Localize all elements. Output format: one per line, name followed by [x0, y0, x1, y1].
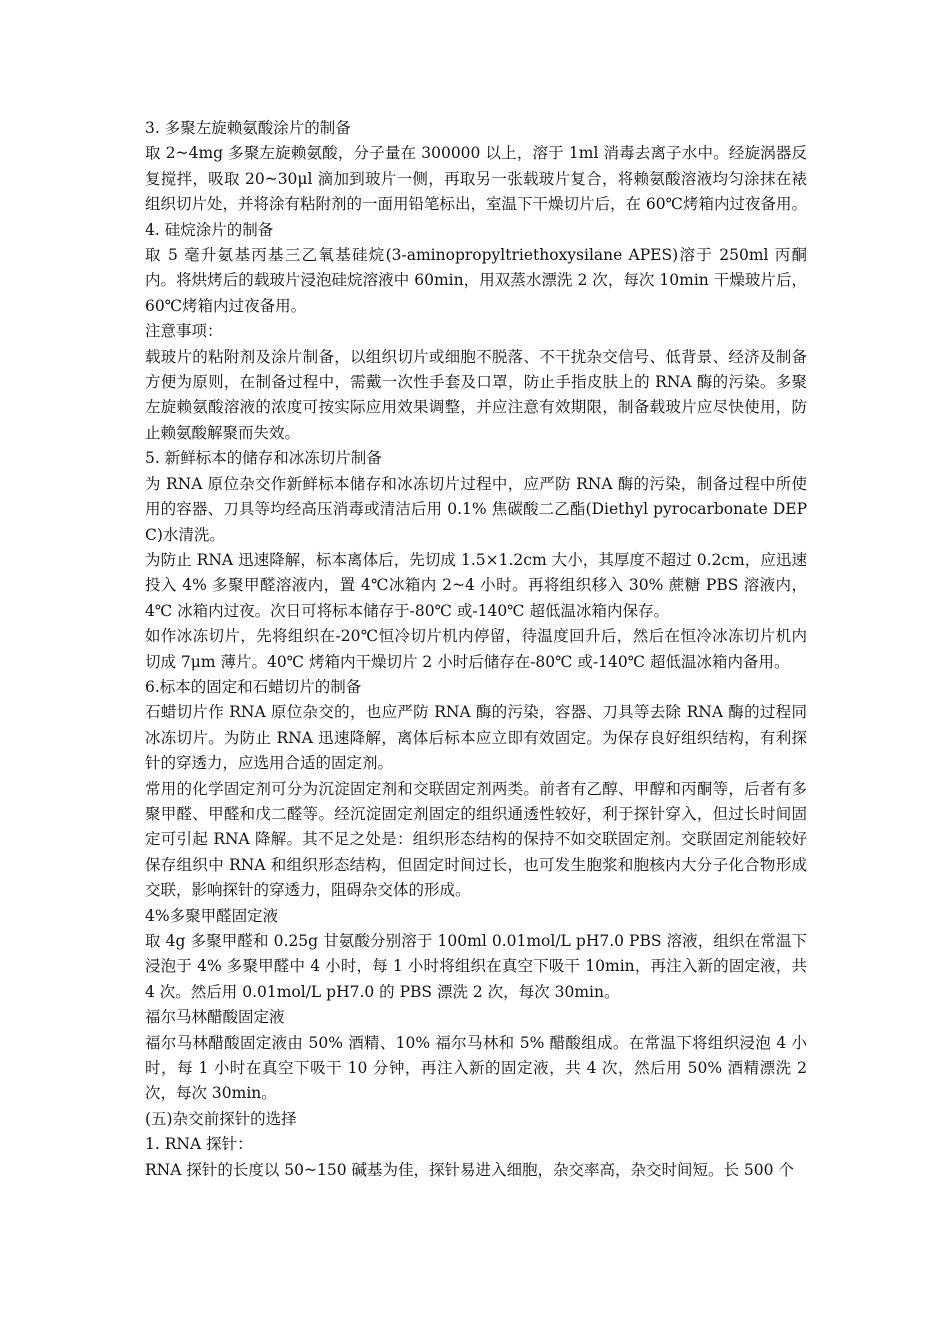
paragraph: 为 RNA 原位杂交作新鲜标本储存和冰冻切片过程中，应严防 RNA 酶的污染，制备过程中所使用的容器、刀具等均经高压消毒或清洁后用 0.1% 焦碳酸二乙酯(Diethyl pyrocarbonate DEPC)水清洗。: [145, 474, 807, 544]
subsection-heading: 1. RNA 探针：: [145, 1135, 253, 1154]
subsection-heading: 福尔马林醋酸固定液: [145, 1008, 285, 1027]
section-heading: 4. 硅烷涂片的制备: [145, 220, 274, 239]
document-body: [145, 116, 807, 1183]
section-heading: 5. 新鲜标本的储存和冰冻切片制备: [145, 449, 382, 468]
paragraph: 取 5 毫升氨基丙基三乙氧基硅烷(3-aminopropyltriethoxysilane APES)溶于 250ml 丙酮内。将烘烤后的载玻片浸泡硅烷溶液中 60min，用双蒸水漂洗 2 次，每次 10min 干燥玻片后，60℃烤箱内过夜备用。: [145, 246, 807, 315]
paragraph: 取 4g 多聚甲醛和 0.25g 甘氨酸分别溶于 100ml 0.01mol/L pH7.0 PBS 溶液，组织在常温下浸泡于 4% 多聚甲醛中 4 小时，每 1 小时将组织在真空下吸干 10min，再注入新的固定液，共 4 次。然后用 0.01mol/L pH7.0 的 PBS 漂洗 2 次，每次 30min。: [145, 932, 807, 1001]
paragraph: 石蜡切片作 RNA 原位杂交的，也应严防 RNA 酶的污染，容器、刀具等去除 RNA 酶的过程同冰冻切片。为防止 RNA 迅速降解，离体后标本应立即有效固定。为保存良好组织结构，有利探针的穿透力，应选用合适的固定剂。: [145, 703, 807, 773]
paragraph: RNA 探针的长度以 50~150 碱基为佳，探针易进入细胞，杂交率高，杂交时间短。长 500 个: [145, 1160, 794, 1179]
section-heading: (五)杂交前探针的选择: [145, 1109, 297, 1128]
notes-heading: 注意事项：: [145, 322, 223, 341]
paragraph: 取 2~4mg 多聚左旋赖氨酸，分子量在 300000 以上，溶于 1ml 消毒去离子水中。经旋涡器反复搅拌，吸取 20~30μl 滴加到玻片一侧，再取另一张载玻片复合，将赖氨酸溶液均匀涂抹在裱组织切片处，并将涂有粘附剂的一面用铅笔标出，室温下干燥切片后，在 60℃烤箱内过夜备用。: [145, 144, 807, 214]
section-heading: 3. 多聚左旋赖氨酸涂片的制备: [145, 119, 351, 137]
subsection-heading: 4%多聚甲醛固定液: [145, 906, 279, 925]
paragraph: 常用的化学固定剂可分为沉淀固定剂和交联固定剂两类。前者有乙醇、甲醇和丙酮等，后者有多聚甲醛、甲醛和戊二醛等。经沉淀固定剂固定的组织通透性较好，利于探针穿入，但过长时间固定可引起 RNA 降解。其不足之处是：组织形态结构的保持不如交联固定剂。交联固定剂能较好保存组织中 RNA 和组织形态结构，但固定时间过长，也可发生胞浆和胞核内大分子化合物形成交联，影响探针的穿透力，阻碍杂交体的形成。: [145, 779, 807, 900]
paragraph: 为防止 RNA 迅速降解，标本离体后，先切成 1.5×1.2cm 大小，其厚度不超过 0.2cm，应迅速投入 4% 多聚甲醛溶液内，置 4℃冰箱内 2~4 小时。再将组织移入 30% 蔗糖 PBS 溶液内，4℃ 冰箱内过夜。次日可将标本储存于-80℃ 或-140℃ 超低温冰箱内保存。: [145, 550, 807, 620]
paragraph: 福尔马林醋酸固定液由 50% 酒精、10% 福尔马林和 5% 醋酸组成。在常温下将组织浸泡 4 小时，每 1 小时在真空下吸干 10 分钟，再注入新的固定液，共 4 次，然后用 50% 酒精漂洗 2 次，每次 30min。: [145, 1033, 807, 1103]
paragraph: 如作冰冻切片，先将组织在-20℃恒冷切片机内停留，待温度回升后，然后在恒冷冰冻切片机内切成 7μm 薄片。40℃ 烤箱内干燥切片 2 小时后储存在-80℃ 或-140℃ 超低温冰箱内备用。: [145, 627, 807, 671]
paragraph: 载玻片的粘附剂及涂片制备，以组织切片或细胞不脱落、不干扰杂交信号、低背景、经济及制备方便为原则，在制备过程中，需戴一次性手套及口罩，防止手指皮肤上的 RNA 酶的污染。多聚左旋赖氨酸溶液的浓度可按实际应用效果调整，并应注意有效期限，制备载玻片应尽快使用，防止赖氨酸解聚而失效。: [145, 347, 807, 442]
section-heading: 6.标本的固定和石蜡切片的制备: [145, 677, 362, 696]
